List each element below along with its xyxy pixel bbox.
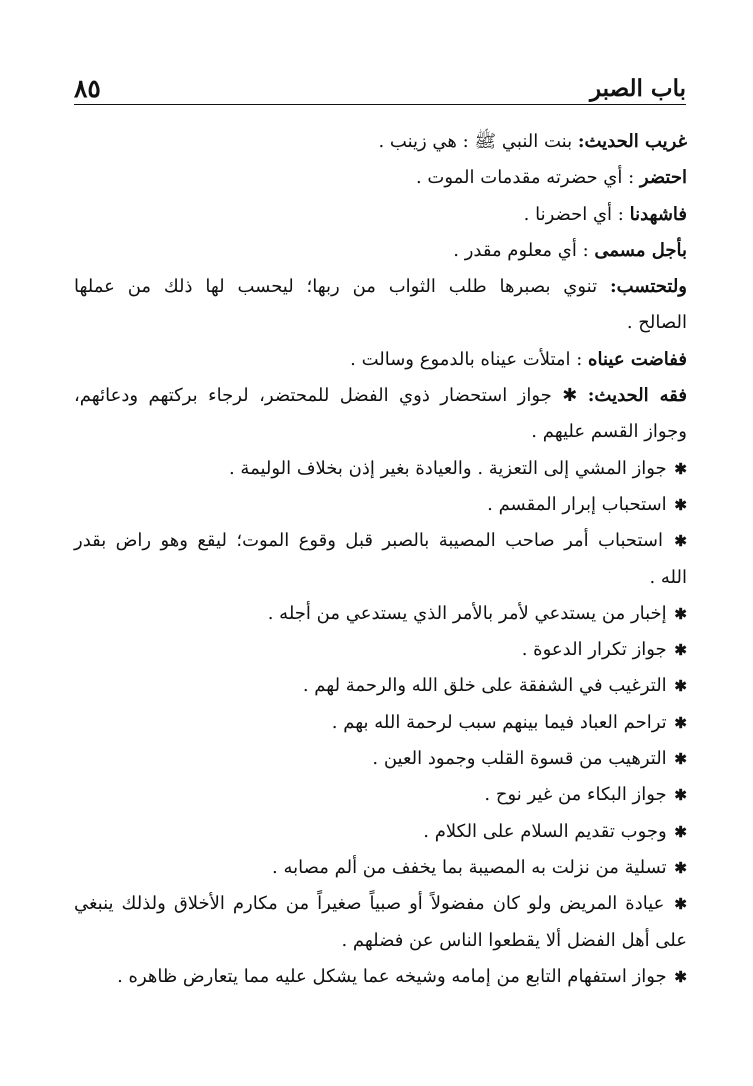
- ihtadar-label: احتضر: [639, 167, 687, 189]
- bullet-text: جواز المشي إلى التعزية . والعيادة بغير إذن بخلاف الوليمة .: [228, 457, 667, 479]
- bullet-item: [74, 777, 687, 813]
- fiqh-continuation: وجواز القسم عليهم .: [531, 421, 687, 443]
- chapter-title: باب الصبر: [589, 75, 686, 102]
- bullet-text: جواز تكرار الدعوة .: [521, 639, 667, 661]
- bullet-item: [74, 705, 687, 741]
- fiqh-label: فقه الحديث:: [587, 385, 687, 407]
- bullet-text: الترهيب من قسوة القلب وجمود العين .: [372, 748, 667, 770]
- fafadat-text: : امتلأت عيناه بالدموع وسالت .: [350, 348, 589, 370]
- fiqh-text: ✱ جواز استحضار ذوي الفضل للمحتضر، لرجاء بركتهم ودعائهم،: [74, 385, 588, 407]
- star-icon: ✱: [674, 604, 687, 623]
- bullet-item: [74, 451, 687, 487]
- star-icon: ✱: [674, 677, 687, 696]
- gharib-line: [74, 124, 687, 160]
- bullet-item: [74, 668, 687, 704]
- ajal-label: بأجل مسمى: [594, 239, 687, 261]
- bullet-continuation: على أهل الفضل ألا يقطعوا الناس عن فضلهم .: [341, 929, 687, 951]
- star-icon: ✱: [674, 532, 687, 551]
- fafadat-line: [74, 342, 687, 378]
- star-icon: ✱: [674, 459, 687, 478]
- fashhadna-text: : أي احضرنا .: [523, 203, 630, 225]
- bullet-item: [74, 741, 687, 777]
- star-icon: ✱: [674, 858, 687, 877]
- ajal-line: [74, 233, 687, 269]
- bullet-item: [74, 596, 687, 632]
- star-icon: ✱: [674, 895, 687, 914]
- ihtadar-line: [74, 160, 687, 196]
- bullet-text: عيادة المريض ولو كان مفضولاً أو صبياً صغيراً من مكارم الأخلاق ولذلك ينبغي: [74, 893, 665, 915]
- bullet-text: استحباب إبرار المقسم .: [487, 493, 667, 515]
- bullet-text: إخبار من يستدعي لأمر بالأمر الذي يستدعي من أجله .: [267, 602, 667, 624]
- fiqh-line: [74, 378, 687, 414]
- bullet-text: الترغيب في الشفقة على خلق الله والرحمة لهم .: [302, 675, 667, 697]
- waltahtasib-text: تنوي بصبرها طلب الثواب من ربها؛ ليحسب لها ذلك من عملها: [74, 276, 610, 298]
- bullet-text: تراحم العباد فيما بينهم سبب لرحمة الله بهم .: [331, 711, 667, 733]
- page-body: [74, 124, 687, 995]
- waltahtasib-label: ولتحتسب:: [609, 276, 687, 298]
- bullet-item: [74, 814, 687, 850]
- bullet-text: جواز البكاء من غير نوح .: [484, 784, 667, 806]
- star-icon: ✱: [674, 641, 687, 660]
- ajal-text: : أي معلوم مقدر .: [453, 239, 595, 261]
- star-icon: ✱: [674, 786, 687, 805]
- ihtadar-text: : أي حضرته مقدمات الموت .: [415, 167, 640, 189]
- bullet-item: [74, 886, 687, 922]
- waltahtasib-line: [74, 269, 687, 305]
- fafadat-label: ففاضت عيناه: [588, 348, 687, 370]
- star-icon: ✱: [674, 495, 687, 514]
- fashhadna-line: [74, 197, 687, 233]
- bullet-item: [74, 523, 687, 559]
- star-icon: ✱: [674, 713, 687, 732]
- bullet-text: تسلية من نزلت به المصيبة بما يخفف من ألم مصابه .: [272, 856, 667, 878]
- bullet-text: جواز استفهام التابع من إمامه وشيخه عما يشكل عليه مما يتعارض ظاهره .: [117, 965, 667, 987]
- fashhadna-label: فاشهدنا: [629, 203, 687, 225]
- bullet-text: استحباب أمر صاحب المصيبة بالصبر قبل وقوع الموت؛ ليقع وهو راض بقدر: [74, 530, 664, 552]
- bullet-text: وجوب تقديم السلام على الكلام .: [423, 820, 667, 842]
- bullet-continuation: الله .: [649, 566, 687, 588]
- bullet-item: [74, 487, 687, 523]
- gharib-text: بنت النبي ﷺ : هي زينب .: [378, 131, 578, 152]
- star-icon: ✱: [674, 750, 687, 769]
- waltahtasib-continuation: الصالح .: [626, 312, 687, 334]
- star-icon: ✱: [674, 967, 687, 986]
- page-number: ٨٥: [74, 74, 101, 103]
- star-icon: ✱: [674, 822, 687, 841]
- page-header: [74, 70, 686, 105]
- bullet-item: [74, 850, 687, 886]
- bullet-item: [74, 959, 687, 995]
- gharib-label: غريب الحديث:: [577, 131, 687, 152]
- bullet-item: [74, 632, 687, 668]
